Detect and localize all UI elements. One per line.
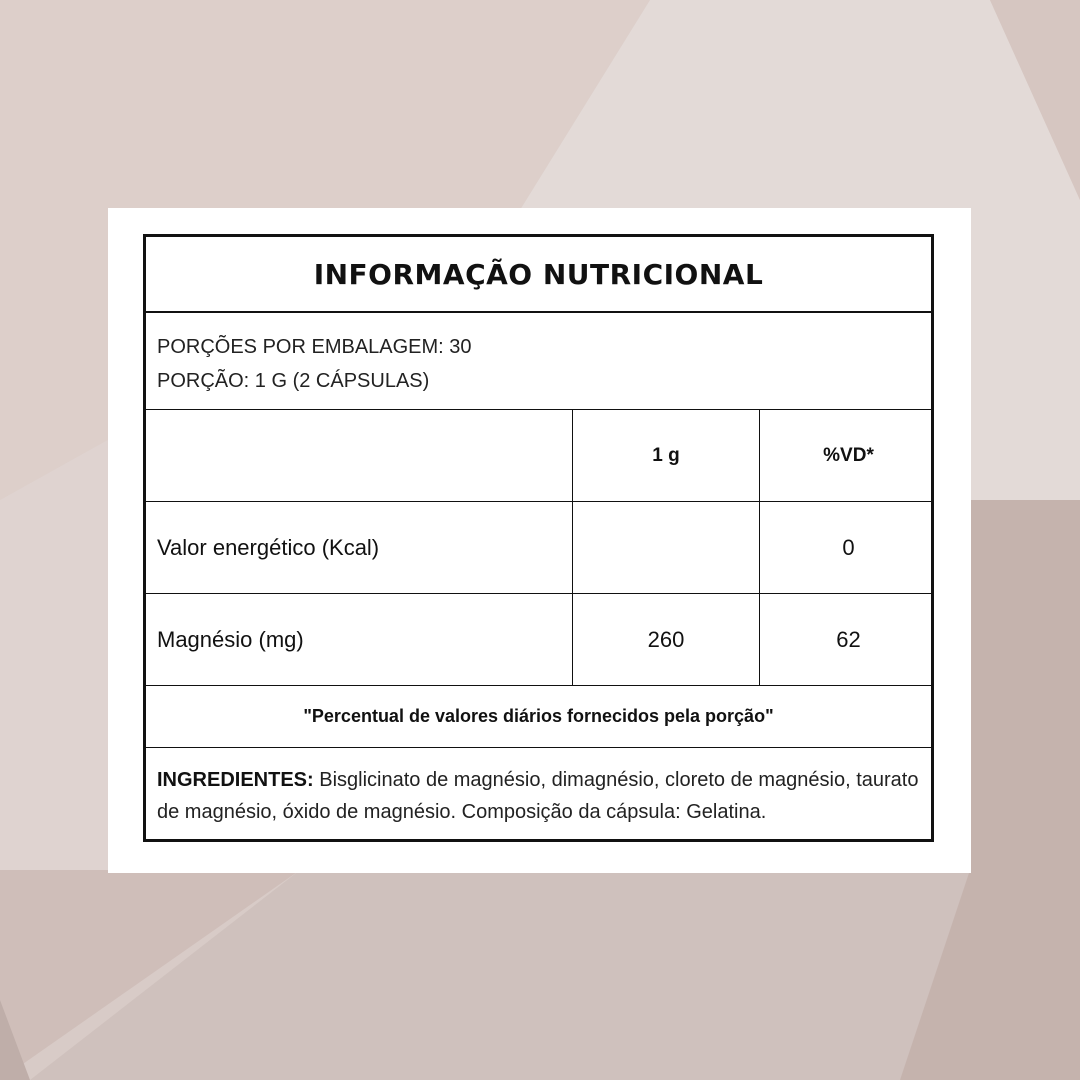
daily-value-footnote <box>146 686 931 748</box>
header-daily-value: %VD* <box>823 444 874 466</box>
nutrient-daily-value: 0 <box>842 534 855 560</box>
nutrition-card <box>108 208 971 873</box>
nutrient-name: Valor energético (Kcal) <box>146 502 573 593</box>
nutrient-amount: 260 <box>573 594 760 685</box>
table-title: INFORMAÇÃO NUTRICIONAL <box>313 257 764 291</box>
nutrition-facts-table <box>143 234 934 842</box>
header-nutrient <box>146 410 573 501</box>
footnote-text: "Percentual de valores diários fornecidos pela porção" <box>303 706 774 726</box>
ingredients-label: INGREDIENTES: <box>157 769 314 791</box>
table-row <box>146 502 931 594</box>
header-amount: 1 g <box>573 410 760 501</box>
serving-info <box>146 313 931 410</box>
table-title-row <box>146 237 931 313</box>
nutrient-name: Magnésio (mg) <box>146 594 573 685</box>
nutrient-daily-value: 62 <box>836 626 861 652</box>
nutrient-amount <box>573 502 760 593</box>
table-header-row <box>146 410 931 502</box>
table-row <box>146 594 931 686</box>
servings-per-package: PORÇÕES POR EMBALAGEM: 30 <box>157 336 472 358</box>
ingredients-section <box>146 748 931 828</box>
serving-size: PORÇÃO: 1 G (2 CÁPSULAS) <box>157 370 430 392</box>
ingredients-text: Bisglicinato de magnésio, dimagnésio, cloreto de magnésio, taurato de magnésio, óxido de magnésio. Composição da cápsula: Gelatina. <box>157 769 919 823</box>
